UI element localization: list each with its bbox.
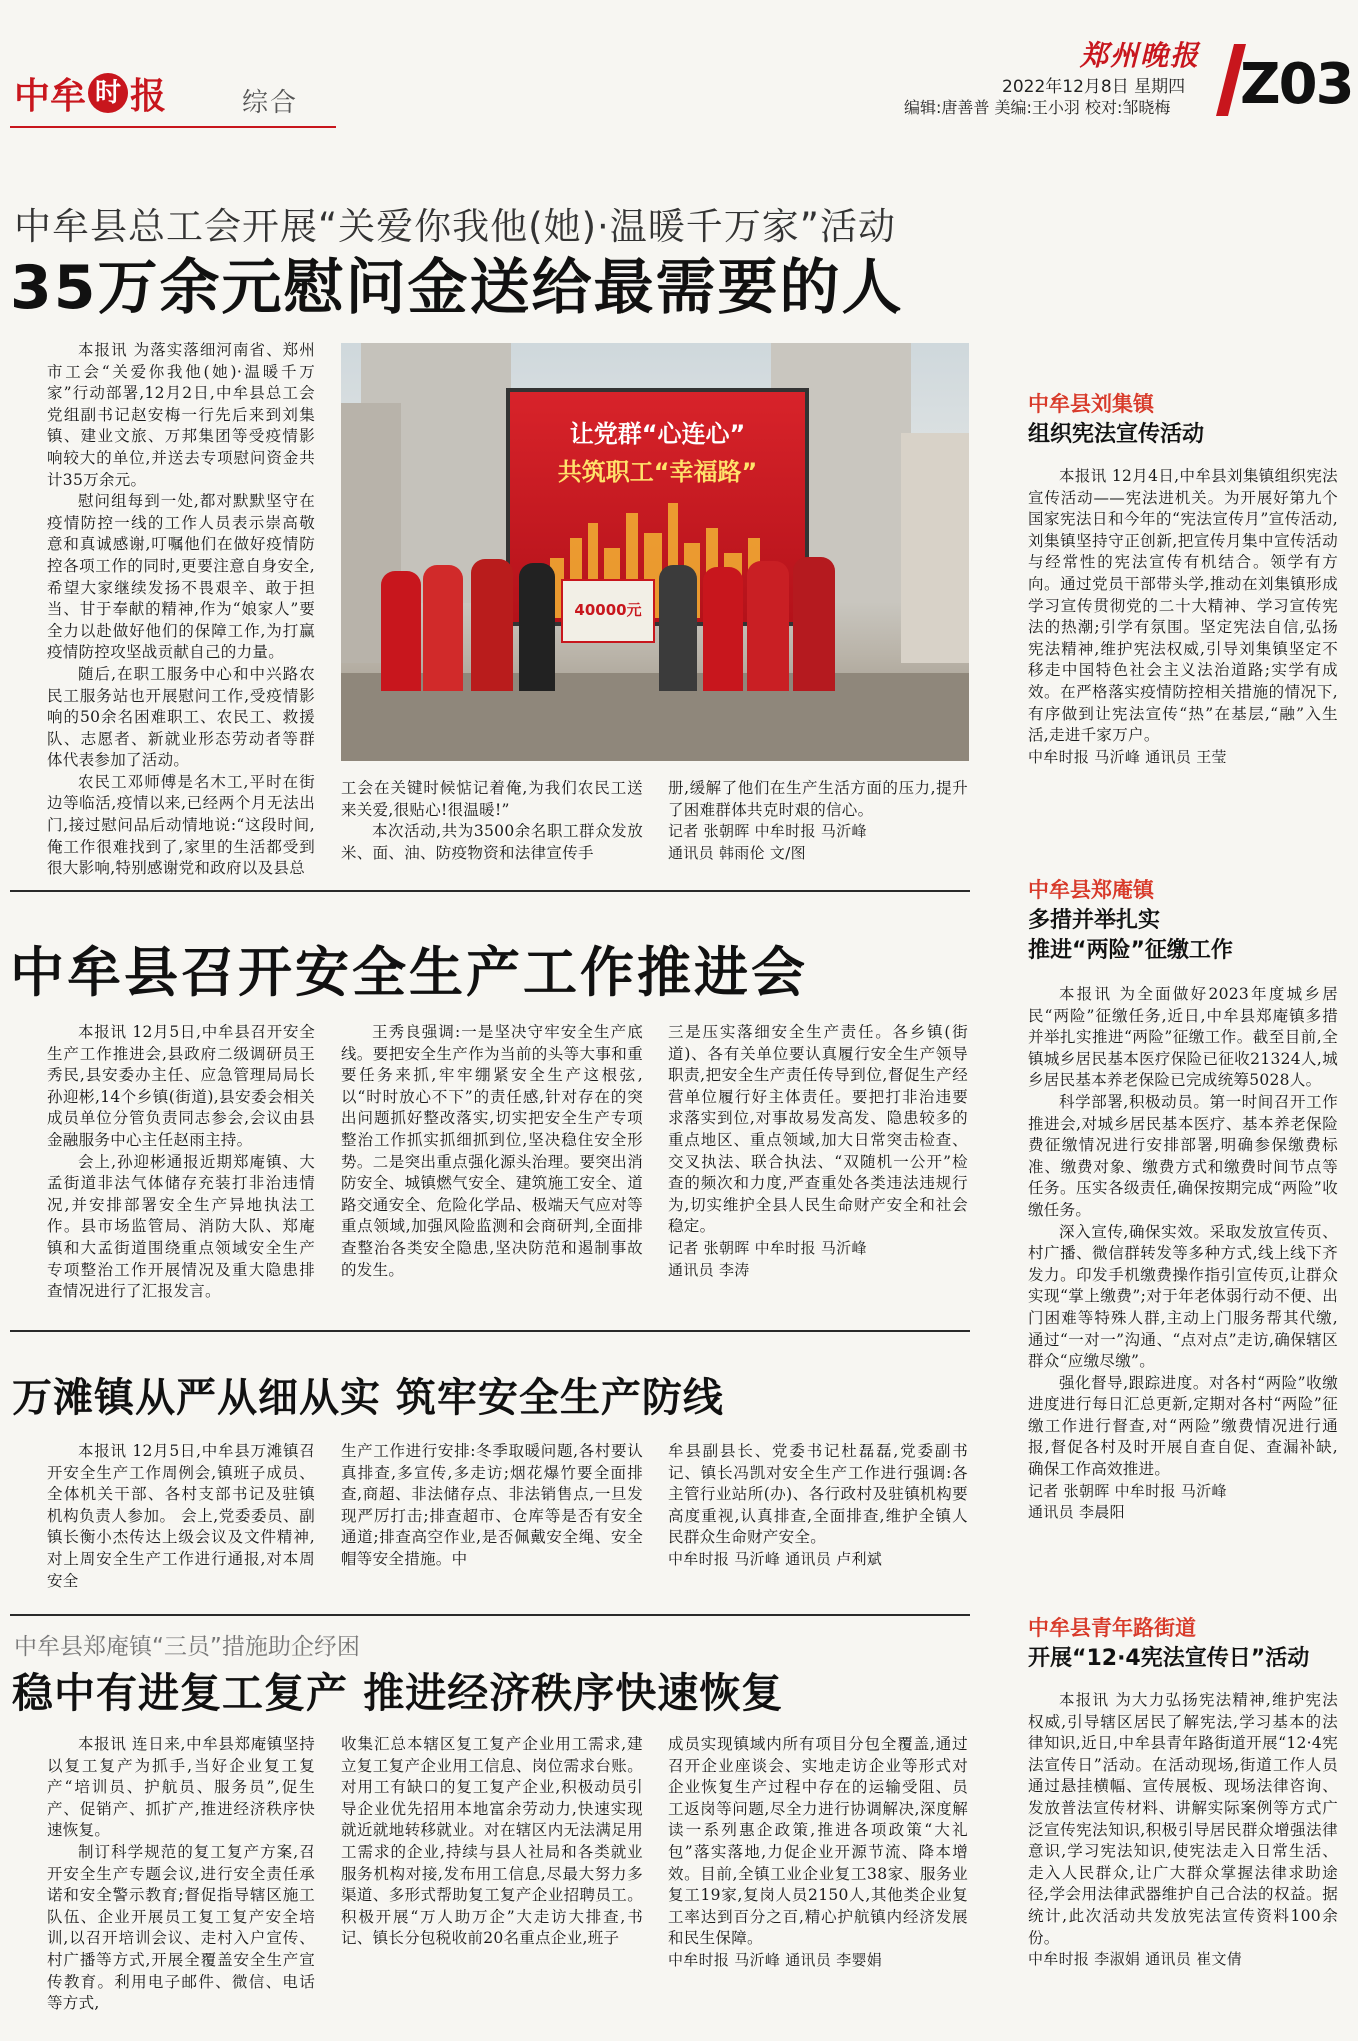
- person: [659, 565, 697, 691]
- byline: 通讯员 韩雨伦 文/图: [668, 843, 806, 862]
- story3-col1: [47, 1441, 315, 1592]
- story1-headline: 35万余元慰问金送给最需要的人: [10, 253, 904, 323]
- side3-title: 开展“12·4宪法宣传日”活动: [1028, 1646, 1310, 1671]
- side2-title-1: 多措并举扎实: [1028, 908, 1161, 933]
- side1-body: [1028, 466, 1338, 768]
- sidebar: [998, 380, 1348, 2030]
- person: [703, 567, 743, 691]
- paragraph: 本报讯 连日来,中牟县郑庵镇坚持以复工复产为抓手,当好企业复工复产“培训员、护航员、服务员”,促生产、促销产、抓扩产,推进经济秩序快速恢复。: [47, 1735, 315, 1840]
- story4-kicker: 中牟县郑庵镇“三员”措施助企纾困: [14, 1634, 360, 1660]
- byline: 记者 张朝晖 中牟时报 马沂峰: [1028, 1481, 1227, 1500]
- paragraph: 本报讯 为大力弘扬宪法精神,维护宪法权威,引导辖区居民了解宪法,学习基本的法律知识,近日,中牟县青年路街道开展“12·4宪法宣传日”活动。在活动现场,街道工作人员通过悬挂横幅、宣传展板、现场法律咨询、发放普法宣传材料、讲解实际案例等方式广泛宣传宪法知识,积极引导居民群众增强法律意识,学习宪法知识,使宪法走入日常生活、走入人民群众,让广大群众掌握法律求助途径,学会用法律武器维护自己合法的权益。据统计,此次活动共发放宪法宣传资料100余份。: [1028, 1691, 1338, 1947]
- paragraph: 生产工作进行安排:冬季取暖问题,各村要认真排查,多宣传,多走访;烟花爆竹要全面排查,商超、非法储存点、非法销售点,一旦发现严厉打击;排查超市、仓库等是否有安全通道;排查高空作业,是否佩戴安全绳、安全帽等安全措施。中: [341, 1442, 643, 1568]
- paragraph: 本报讯 为全面做好2023年度城乡居民“两险”征缴任务,近日,中牟县郑庵镇多措并举扎实推进“两险”征缴工作。截至目前,全镇城乡居民基本医疗保险已征收21324人,城乡居民基本养老保险已完成统筹5028人。: [1028, 985, 1338, 1090]
- byline: 通讯员 李涛: [668, 1260, 750, 1279]
- paragraph: 收集汇总本辖区复工复产企业用工需求,建立复工复产企业用工信息、岗位需求台账。对用工有缺口的复工复产企业,积极动员引导企业优先招用本地富余劳动力,快速实现就近就地转移就业。对在辖区内无法满足用工需求的企业,持续与县人社局和各类就业服务机构对接,发布用工信息,尽最大努力多渠道、多形式帮助复工复产企业招聘员工。积极开展“万人助万企”大走访大排查,书记、镇长分包税收前20名重点企业,班子: [341, 1735, 643, 1948]
- paragraph: 本报讯 12月5日,中牟县召开安全生产工作推进会,县政府二级调研员王秀民,县安委办主任、应急管理局局长孙迎彬,14个乡镇(街道),县安委会相关成员单位分管负责同志参会,会议由县金融服务中心主任赵雨主持。: [47, 1023, 315, 1149]
- story1-photo: [341, 343, 969, 761]
- brand-logo: [14, 68, 166, 118]
- paragraph: 牟县副县长、党委书记杜磊磊,党委副书记、镇长冯凯对安全生产工作进行强调:各主管行业站所(办)、各行政村及驻镇机构要高度重视,认真排查,全面排查,维护全镇人民群众生命财产安全。: [668, 1442, 968, 1547]
- divider: [10, 890, 970, 892]
- side2-place: 中牟县郑庵镇: [1028, 878, 1154, 902]
- story1-kicker: 中牟县总工会开展“关爱你我他(她)·温暖千万家”活动: [14, 205, 896, 248]
- story1-col1: [47, 340, 315, 880]
- masthead: [0, 0, 1358, 130]
- story3-col3: [668, 1441, 968, 1571]
- paragraph: 慰问组每到一处,都对默默坚守在疫情防控一线的工作人员表示崇高敬意和真诚感谢,叮嘱他们在做好疫情防控各项工作的同时,更要注意自身安全,希望大家继续发扬不畏艰辛、敢于担当、甘于奉献的精神,作为“娘家人”要全力以赴做好他们的保障工作,为打赢疫情防控攻坚战贡献自己的力量。: [47, 492, 315, 662]
- story2-col1: [47, 1022, 315, 1303]
- story4-headline: 稳中有进复工复产 推进经济秩序快速恢复: [12, 1669, 784, 1717]
- brand-part-b: 报: [130, 75, 167, 117]
- check-amount: 40000元: [574, 601, 642, 619]
- paragraph: 本报讯 为落实落细河南省、郑州市工会“关爱你我他(她)·温暖千万家”行动部署,12月2日,中牟县总工会党组副书记赵安梅一行先后来到刘集镇、建业文旅、万邦集团等受疫情影响较大的单位,并送去专项慰问资金共计35万余元。: [47, 341, 315, 489]
- people-group: [381, 543, 941, 703]
- side1-title: 组织宪法宣传活动: [1028, 422, 1205, 447]
- banner-line-2: 共筑职工“幸福路”: [557, 458, 758, 486]
- person: [747, 561, 789, 691]
- story3-headline: 万滩镇从严从细从实 筑牢安全生产防线: [12, 1375, 724, 1421]
- person: [381, 571, 421, 691]
- story4-col2: [341, 1734, 643, 1950]
- person: [471, 559, 513, 691]
- paragraph: 本报讯 12月5日,中牟县万滩镇召开安全生产工作周例会,镇班子成员、全体机关干部、各村支部书记及驻镇机构负责人参加。 会上,党委委员、副镇长衡小杰传达上级会议及文件精神,对上周安全生产工作进行通报,对本周安全: [47, 1442, 315, 1590]
- story2-headline: 中牟县召开安全生产工作推进会: [10, 941, 808, 1004]
- paragraph: 强化督导,跟踪进度。对各村“两险”收缴进度进行每日汇总更新,定期对各村“两险”征缴工作进行督查,对“两险”缴费情况进行通报,督促各村及时开展自查自促、查漏补缺,确保工作高效推进。: [1028, 1373, 1338, 1479]
- editor-credits: 编辑:唐善普 美编:王小羽 校对:邹晓梅: [904, 98, 1171, 117]
- story4-col1: [47, 1734, 315, 2015]
- story1-col3: [668, 778, 968, 864]
- section-label: 综合: [242, 88, 299, 118]
- person: [793, 557, 835, 691]
- paragraph: 农民工邓师傅是名木工,平时在街边等临活,疫情以来,已经两个月无法出门,接过慰问品后动情地说:“这段时间,俺工作很难找到了,家里的生活都受到很大影响,特别感谢党和政府以及县总: [47, 772, 315, 878]
- brand-circle: 时: [88, 73, 128, 113]
- side3-body: [1028, 1690, 1338, 1971]
- brand-part-a: 中牟: [14, 75, 87, 117]
- story4-col3: [668, 1734, 968, 1972]
- paragraph: 制订科学规范的复工复产方案,召开安全生产专题会议,进行安全责任承诺和安全警示教育;督促指导辖区施工队伍、企业开展员工复工复产安全培训,以召开培训会议、走村入户宣传、村广播等方式,开展全覆盖安全生产宣传教育。利用电子邮件、微信、电话等方式,: [47, 1842, 315, 2013]
- person: [423, 565, 463, 691]
- side2-body: [1028, 984, 1338, 1524]
- side1-place: 中牟县刘集镇: [1028, 392, 1154, 416]
- issue-date: 2022年12月8日 星期四: [1002, 77, 1186, 97]
- paragraph: 会上,孙迎彬通报近期郑庵镇、大孟街道非法气体储存充装打非治违情况,并安排部署安全生产异地执法工作。县市场监管局、消防大队、郑庵镇和大孟街道围绕重点领域安全生产专项整治工作开展情况及重大隐患排查情况进行了汇报发言。: [47, 1152, 315, 1301]
- side2-title-2: 推进“两险”征缴工作: [1028, 938, 1233, 963]
- page-number: Z03: [1240, 52, 1353, 117]
- paragraph: 本次活动,共为3500余名职工群众发放米、面、油、防疫物资和法律宣传手: [341, 822, 643, 862]
- paragraph: 随后,在职工服务中心和中兴路农民工服务站也开展慰问工作,受疫情影响的50余名困难职工、农民工、救援队、志愿者、新就业形态劳动者等群体代表参加了活动。: [47, 664, 315, 770]
- divider: [10, 1614, 970, 1616]
- side3-place: 中牟县青年路街道: [1028, 1616, 1196, 1640]
- byline: 记者 张朝晖 中牟时报 马沂峰: [668, 822, 867, 841]
- paragraph: 三是压实落细安全生产责任。各乡镇(街道)、各有关单位要认真履行安全生产领导职责,把安全生产责任传导到位,督促生产经营单位履行好主体责任。要把打非治违要求落实到位,对事故易发高发、隐患较多的重点地区、重点领域,加大日常突击检查、交叉执法、联合执法、“双随机一公开”检查的频次和力度,严查重处各类违法违规行为,切实维护全县人民生命财产安全和社会稳定。: [668, 1023, 968, 1236]
- byline: 中牟时报 马沂峰 通讯员 王莹: [1028, 747, 1227, 766]
- donation-check: [561, 579, 655, 643]
- byline: 通讯员 李晨阳: [1028, 1503, 1125, 1522]
- paragraph: 成员实现镇域内所有项目分包全覆盖,通过召开企业座谈会、实地走访企业等形式对企业恢复生产过程中存在的运输受阻、员工返岗等问题,尽全力进行协调解决,深度解读一系列惠企政策,推进各项政策“大礼包”落实落地,力促企业开源节流、降本增效。目前,全镇工业企业复工38家、服务业复工19家,复岗人员2150人,其他类企业复工率达到百分之百,精心护航镇内经济发展和民生保障。: [668, 1735, 968, 1948]
- story2-col2: [341, 1022, 643, 1281]
- paragraph: 工会在关键时候惦记着俺,为我们农民工送来关爱,很贴心!很温暖!”: [341, 779, 643, 819]
- masthead-rule: [10, 126, 336, 128]
- paper-name-logo: 郑州晚报: [1080, 39, 1201, 72]
- byline: 记者 张朝晖 中牟时报 马沂峰: [668, 1238, 867, 1257]
- divider: [10, 1330, 970, 1332]
- paragraph: 本报讯 12月4日,中牟县刘集镇组织宪法宣传活动——宪法进机关。为开展好第九个国家宪法日和今年的“宪法宣传月”宣传活动,刘集镇坚持守正创新,把宣传月集中宣传活动与经常性的宪法宣传有机结合。领学有方向。通过党员干部带头学,推动在刘集镇形成学习宣传贯彻党的二十大精神、学习宣传宪法的热潮;引学有氛围。坚定宪法自信,弘扬宪法精神,维护宪法权威,引导刘集镇坚定不移走中国特色社会主义法治道路;实学有成效。在严格落实疫情防控相关措施的情况下,有序做到让宪法宣传“热”在基层,“融”入生活,走进千家万户。: [1028, 467, 1338, 745]
- story1-col2: [341, 778, 643, 864]
- person: [519, 563, 555, 691]
- paragraph: 王秀良强调:一是坚决守牢安全生产底线。要把安全生产作为当前的头等大事和重要任务来抓,牢牢绷紧安全生产这根弦,以“时时放心不下”的责任感,针对存在的突出问题抓好整改落实,切实把安全生产专项整治工作抓实抓细抓到位,坚决稳住安全形势。二是突出重点强化源头治理。要突出消防安全、城镇燃气安全、建筑施工安全、道路交通安全、危险化学品、极端天气应对等重点领域,加强风险监测和会商研判,全面排查整治各类安全隐患,坚决防范和遏制事故的发生。: [341, 1023, 643, 1279]
- byline: 中牟时报 李淑娟 通讯员 崔文倩: [1028, 1950, 1243, 1969]
- byline: 中牟时报 马沂峰 通讯员 李婴娟: [668, 1950, 883, 1969]
- paragraph: 深入宣传,确保实效。采取发放宣传页、村广播、微信群转发等多种方式,线上线下齐发力。印发手机缴费操作指引宣传页,让群众实现“掌上缴费”;对于年老体弱行动不便、出门困难等特殊人群,主动上门服务帮其代缴,通过“一对一”沟通、“点对点”走访,确保辖区群众“应缴尽缴”。: [1028, 1222, 1338, 1371]
- story2-col3: [668, 1022, 968, 1281]
- paragraph: 科学部署,积极动员。第一时间召开工作推进会,对城乡居民基本医疗、基本养老保险费征缴情况进行安排部署,明确参保缴费标准、缴费对象、缴费方式和缴费时间节点等任务。压实各级责任,确保按期完成“两险”收缴任务。: [1028, 1092, 1338, 1219]
- paragraph: 册,缓解了他们在生产生活方面的压力,提升了困难群体共克时艰的信心。: [668, 779, 968, 819]
- banner-line-1: 让党群“心连心”: [569, 420, 746, 448]
- story3-col2: [341, 1441, 643, 1571]
- byline: 中牟时报 马沂峰 通讯员 卢利斌: [668, 1549, 883, 1568]
